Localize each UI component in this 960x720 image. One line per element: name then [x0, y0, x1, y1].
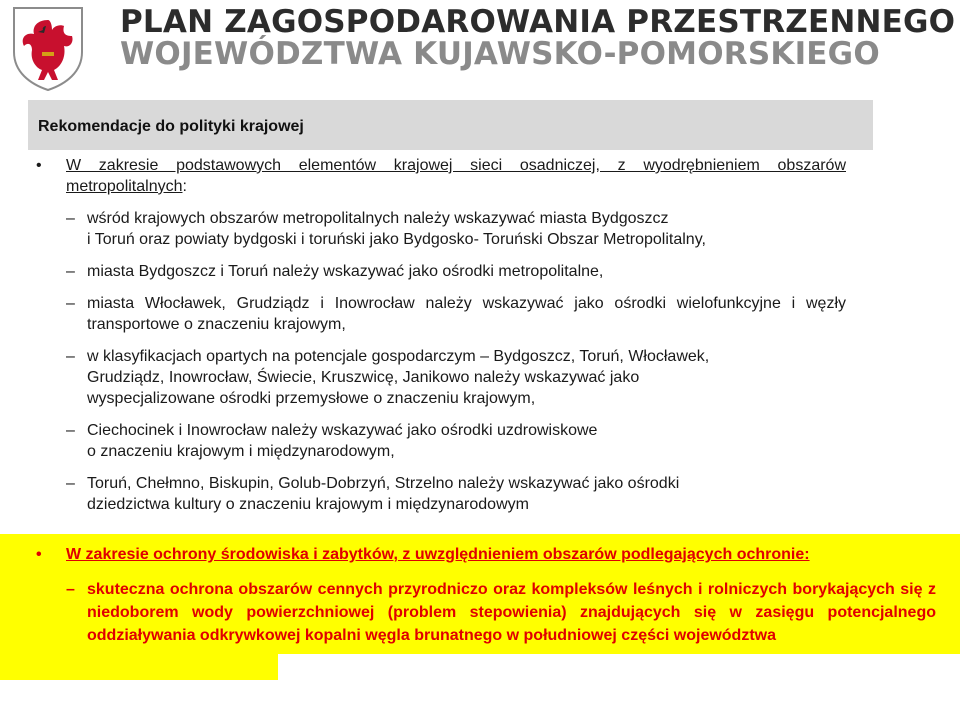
list-item-line: i Toruń oraz powiaty bydgoski i toruński jako Bydgosko- Toruński Obszar Metropolitalny, — [87, 231, 706, 248]
list-item-line: Toruń, Chełmno, Biskupin, Golub-Dobrzyń, Strzelno należy wskazywać jako ośrodki — [87, 475, 680, 492]
list-item — [36, 346, 846, 409]
list-item-line: miasta Włocławek, Grudziądz i Inowrocław należy wskazywać jako ośrodki wielofunkcyjne i węzły transportowe o znaczeniu krajowym, — [87, 295, 846, 333]
list-item-line: w klasyfikacjach opartych na potencjale gospodarczym – Bydgoszcz, Toruń, Włocławek, — [87, 348, 710, 365]
list-item — [36, 293, 846, 335]
list-item — [36, 208, 846, 250]
page-title — [120, 6, 955, 70]
list-item — [36, 261, 846, 282]
list-item-line: wśród krajowych obszarów metropolitalnych należy wskazywać miasta Bydgoszcz — [87, 210, 669, 227]
list-item — [36, 578, 936, 647]
bullet-settlement-network — [36, 155, 846, 197]
environment-section — [36, 543, 936, 647]
list-item-line: wyspecjalizowane ośrodki przemysłowe o znaczeniu krajowym, — [87, 390, 536, 407]
section-heading: Rekomendacje do polityki krajowej — [38, 118, 304, 135]
section-heading-bar — [28, 100, 873, 150]
list-item-line: dziedzictwa kultury o znaczeniu krajowym i międzynarodowym — [87, 496, 529, 513]
coat-of-arms-icon — [8, 4, 88, 92]
list-item-line: o znaczeniu krajowym i międzynarodowym, — [87, 443, 395, 460]
bullet-heading: W zakresie ochrony środowiska i zabytków, z uwzględnieniem obszarów podlegających ochronie: — [66, 546, 810, 563]
title-line-1: PLAN ZAGOSPODAROWANIA PRZESTRZENNEGO — [120, 4, 956, 40]
main-content — [36, 155, 846, 515]
highlight-box-tail — [0, 654, 278, 680]
bullet-environment — [36, 543, 936, 566]
bullet-heading: W zakresie podstawowych elementów krajowej sieci osadniczej, z wyodrębnieniem obszarów metropolitalnych — [66, 157, 846, 195]
list-item-line: miasta Bydgoszcz i Toruń należy wskazywać jako ośrodki metropolitalne, — [87, 263, 604, 280]
bullet-heading-suffix: : — [182, 178, 187, 195]
list-item-line: skuteczna ochrona obszarów cennych przyrodniczo oraz kompleksów leśnych i rolniczych borykających się z niedoborem wody powierzchniowej (problem stepowienia) znajdujących się w zasięgu potencjalnego oddziaływania odkrywkowej kopalni węgla brunatnego w południowej części województwa — [87, 581, 936, 644]
list-item — [36, 473, 846, 515]
list-item-line: Ciechocinek i Inowrocław należy wskazywać jako ośrodki uzdrowiskowe — [87, 422, 598, 439]
list-item-line: Grudziądz, Inowrocław, Świecie, Kruszwicę, Janikowo należy wskazywać jako — [87, 369, 640, 386]
title-line-2: WOJEWÓDZTWA KUJAWSKO-POMORSKIEGO — [120, 36, 880, 72]
list-item — [36, 420, 846, 462]
